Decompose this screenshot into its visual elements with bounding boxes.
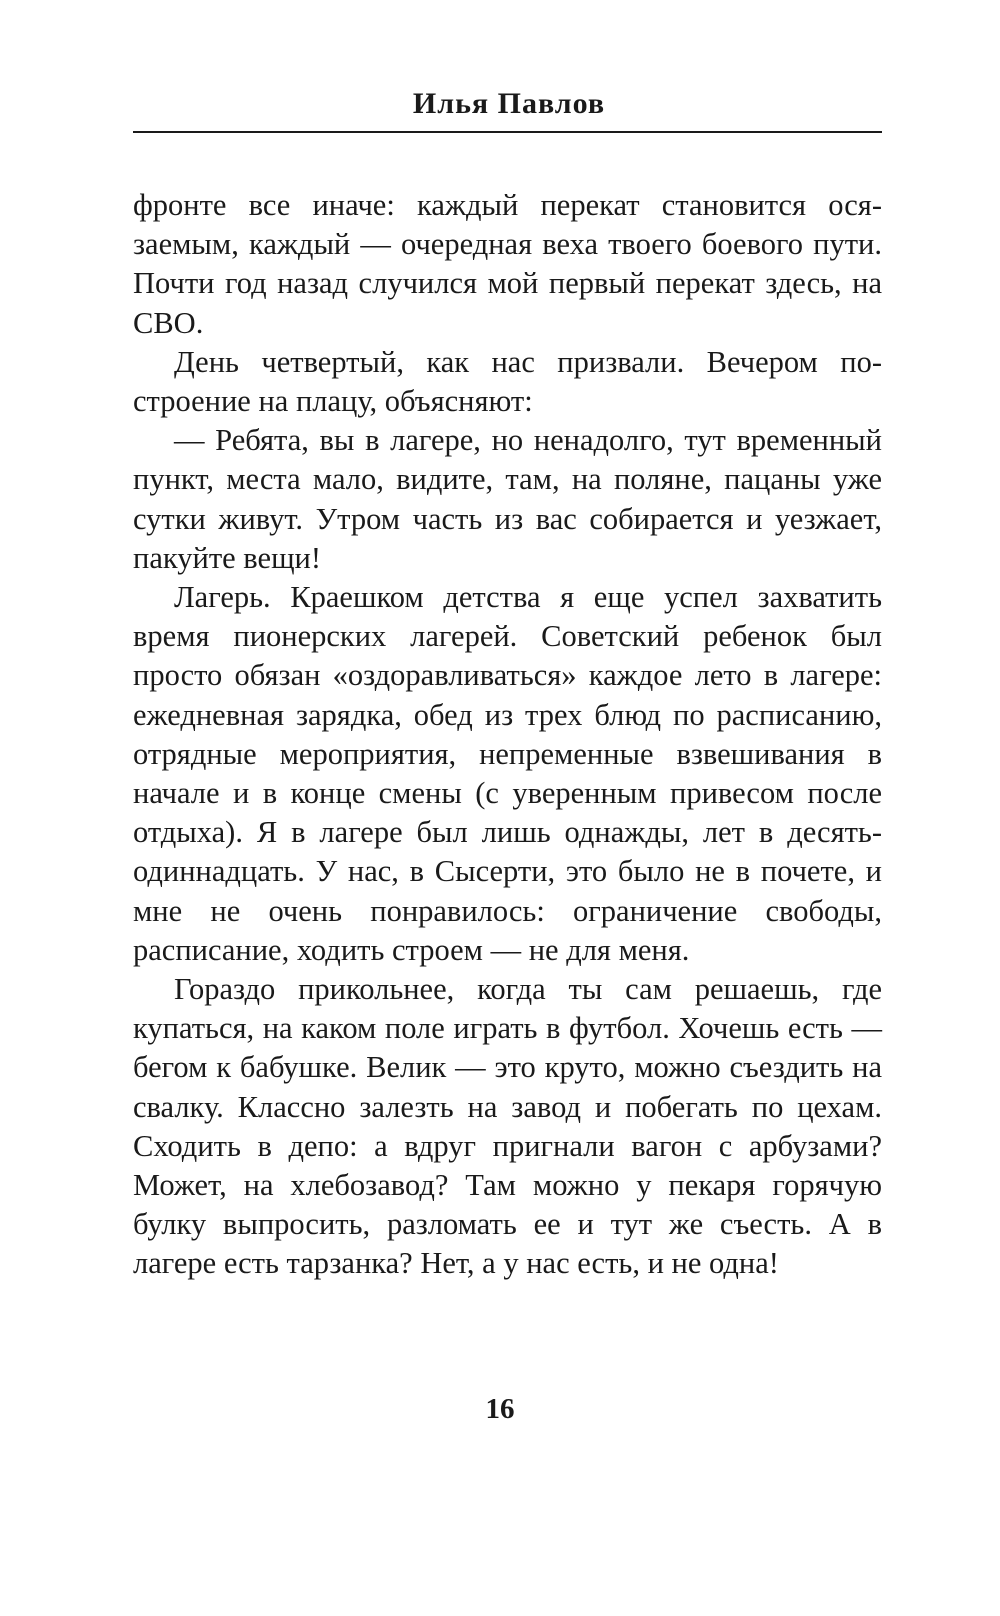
paragraph-dialogue: — Ребята, вы в лагере, но ненадолго, тут временный пункт, места мало, видите, там, на поляне, пацаны уже сутки живут. Утром часть из вас собирается и уезжает, пакуйте вещи! [133,423,882,575]
paragraph: Гораздо прикольнее, когда ты сам решаешь, где купаться, на каком поле играть в футбол. Хочешь есть — бегом к бабушке. Велик — это круто, можно съездить на свалку. Классно залезть на завод и побегать по цехам. Сходить в депо: а вдруг пригнали вагон с арбузами? Может, на хлебозавод? Там можно у пекаря горячую булку выпросить, разломать ее и тут же съесть. А в лагере есть тарзанка? Нет, а у нас есть, и не одна! [133,972,882,1281]
paragraph: фронте все иначе: каждый перекат становится осязаемым, каждый — очередная веха твоего боевого пути. Почти год назад случился мой первый перекат здесь, на СВО. [133,188,882,340]
running-head-author: Илья Павлов [412,87,606,120]
paragraph: Лагерь. Краешком детства я еще успел захватить время пионерских лагерей. Советский ребенок был просто обязан «оздоравливаться» каждое лето в лагере: ежедневная зарядка, обед из трех блюд по расписанию, отрядные мероприятия, непременные взвешивания в начале и в конце смены (с уверенным привесом после отдыха). Я в лагере был лишь однажды, лет в десять-одиннадцать. У нас, в Сысерти, это было не в почете, и мне не очень понравилось: ограничение свободы, расписание, ходить строем — не для меня. [133,580,882,967]
body-text [133,186,882,1284]
header-rule [133,131,882,133]
paragraph: День четвертый, как нас призвали. Вечером построение на плацу, объясняют: [133,344,882,419]
page-number: 16 [485,1393,515,1425]
